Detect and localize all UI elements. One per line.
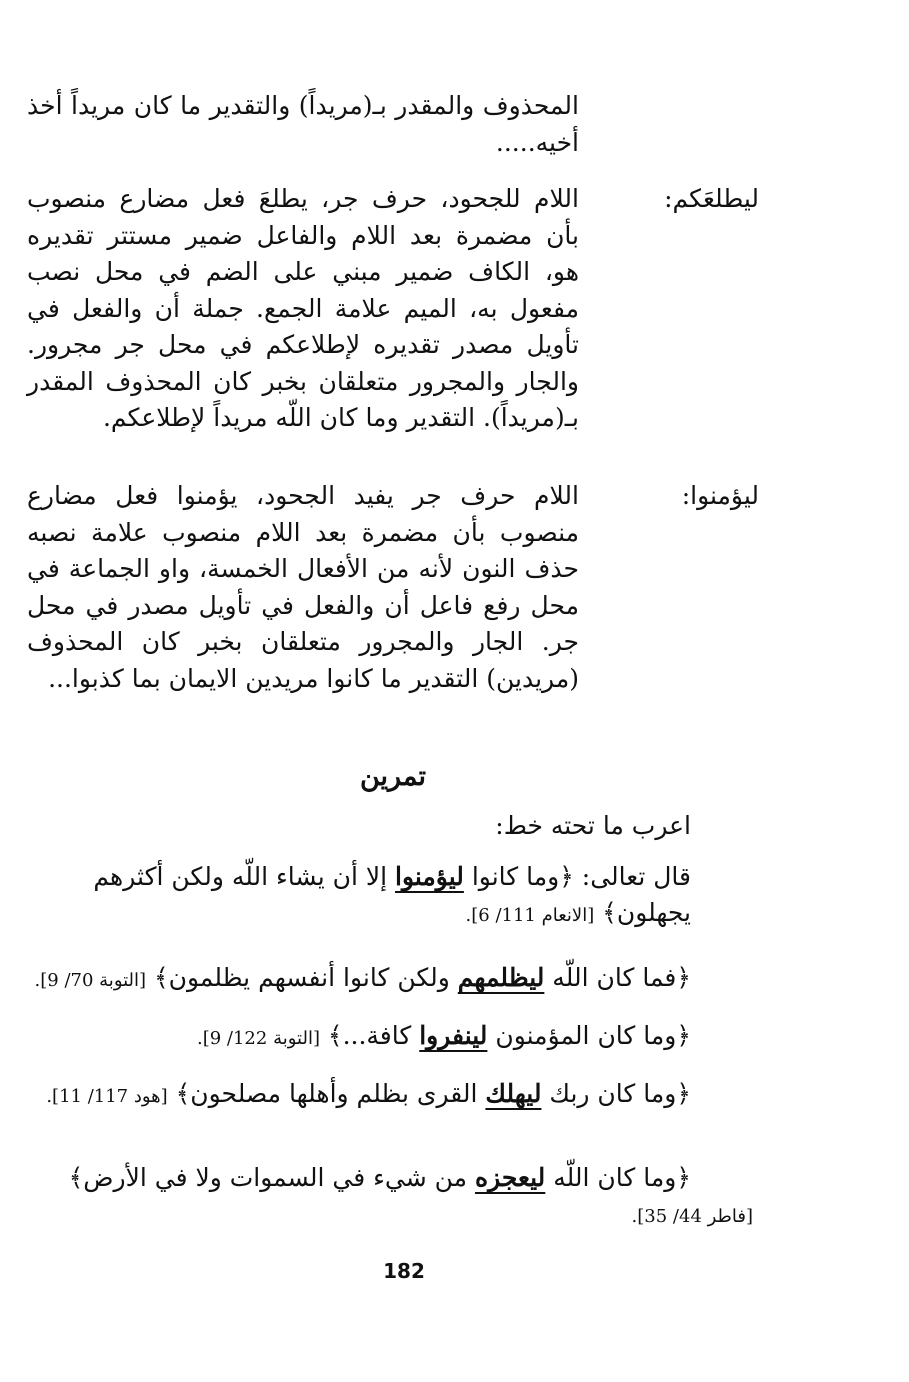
verse-reference: [هود 117/ 11].	[46, 1086, 168, 1107]
verse-text-before: ﴿وما كان المؤمنون	[487, 1021, 691, 1050]
continued-paragraph: المحذوف والمقدر بـ(مريداً) والتقدير ما كان مريداً أخذ أخيه.....	[27, 91, 579, 157]
verse-text-before: ﴿وما كان اللّه	[545, 1163, 691, 1192]
exercise-item	[36, 859, 691, 934]
exercise-heading: تمرين	[359, 761, 427, 792]
verse-reference: [الانعام 111/ 6].	[465, 905, 595, 926]
exercise-item	[31, 1160, 753, 1235]
verse-reference: [التوبة 122/ 9].	[196, 1028, 320, 1049]
underlined-word: ليؤمنوا	[395, 862, 464, 891]
exercise-item	[31, 1076, 753, 1115]
verse-reference: [فاطر 44/ 35].	[631, 1206, 753, 1227]
entry-body-yuttliakum: اللام للجحود، حرف جر، يطلعَ فعل مضارع منصوب بأن مضمرة بعد اللام والفاعل ضمير مستتر تقديره هو، الكاف ضمير مبني على الضم في محل نصب مفعول به، الميم علامة الجمع. جملة أن والفعل في تأويل مصدر تقديره لإطلاعكم في محل جر مجرور. والجار والمجرور متعلقان بخبر كان المحذوف المقدر بـ(مريداً). التقدير وما كان اللّه مريداً لإطلاعكم.	[27, 184, 579, 432]
underlined-word: ليهلك	[485, 1079, 542, 1108]
verse-text-before: ﴿فما كان اللّه	[544, 963, 691, 992]
entry-term-yuttliakum: ليطلعَكم:	[664, 184, 759, 213]
verse-text-after: ولكن كانوا أنفسهم يظلمون﴾	[146, 963, 458, 992]
underlined-word: لينفروا	[419, 1021, 488, 1050]
underlined-word: ليعجزه	[475, 1163, 546, 1192]
page-number: 182	[383, 1259, 425, 1283]
exercise-item	[31, 960, 691, 999]
exercise-item	[31, 1018, 691, 1057]
verse-text-before: ﴿وما كان ربك	[541, 1079, 691, 1108]
exercise-instruction: اعرب ما تحته خط:	[495, 811, 691, 840]
entry-body-yuminu: اللام حرف جر يفيد الجحود، يؤمنوا فعل مضارع منصوب بأن مضمرة بعد اللام منصوب علامة نصبه حذف النون لأنه من الأفعال الخمسة، واو الجماعة في محل رفع فاعل أن والفعل في تأويل مصدر في محل جر. الجار والمجرور متعلقان بخبر كان المحذوف (مريدين) التقدير ما كانوا مريدين الايمان بما كذبوا...	[27, 481, 579, 693]
verse-text-after: القرى بظلم وأهلها مصلحون﴾	[167, 1079, 486, 1108]
entry-term-yuminu: ليؤمنوا:	[681, 481, 759, 510]
verse-reference: [التوبة 70/ 9].	[34, 970, 147, 991]
verse-text-after: كافة...﴾	[319, 1021, 420, 1050]
verse-text-before: قال تعالى: ﴿وما كانوا	[463, 862, 691, 891]
underlined-word: ليظلمهم	[457, 963, 545, 992]
verse-text-after: إلا أن يشاء اللّه ولكن أكثرهم يجهلون﴾	[93, 862, 691, 927]
verse-text-after: من شيء في السموات ولا في الأرض﴾	[68, 1163, 476, 1192]
